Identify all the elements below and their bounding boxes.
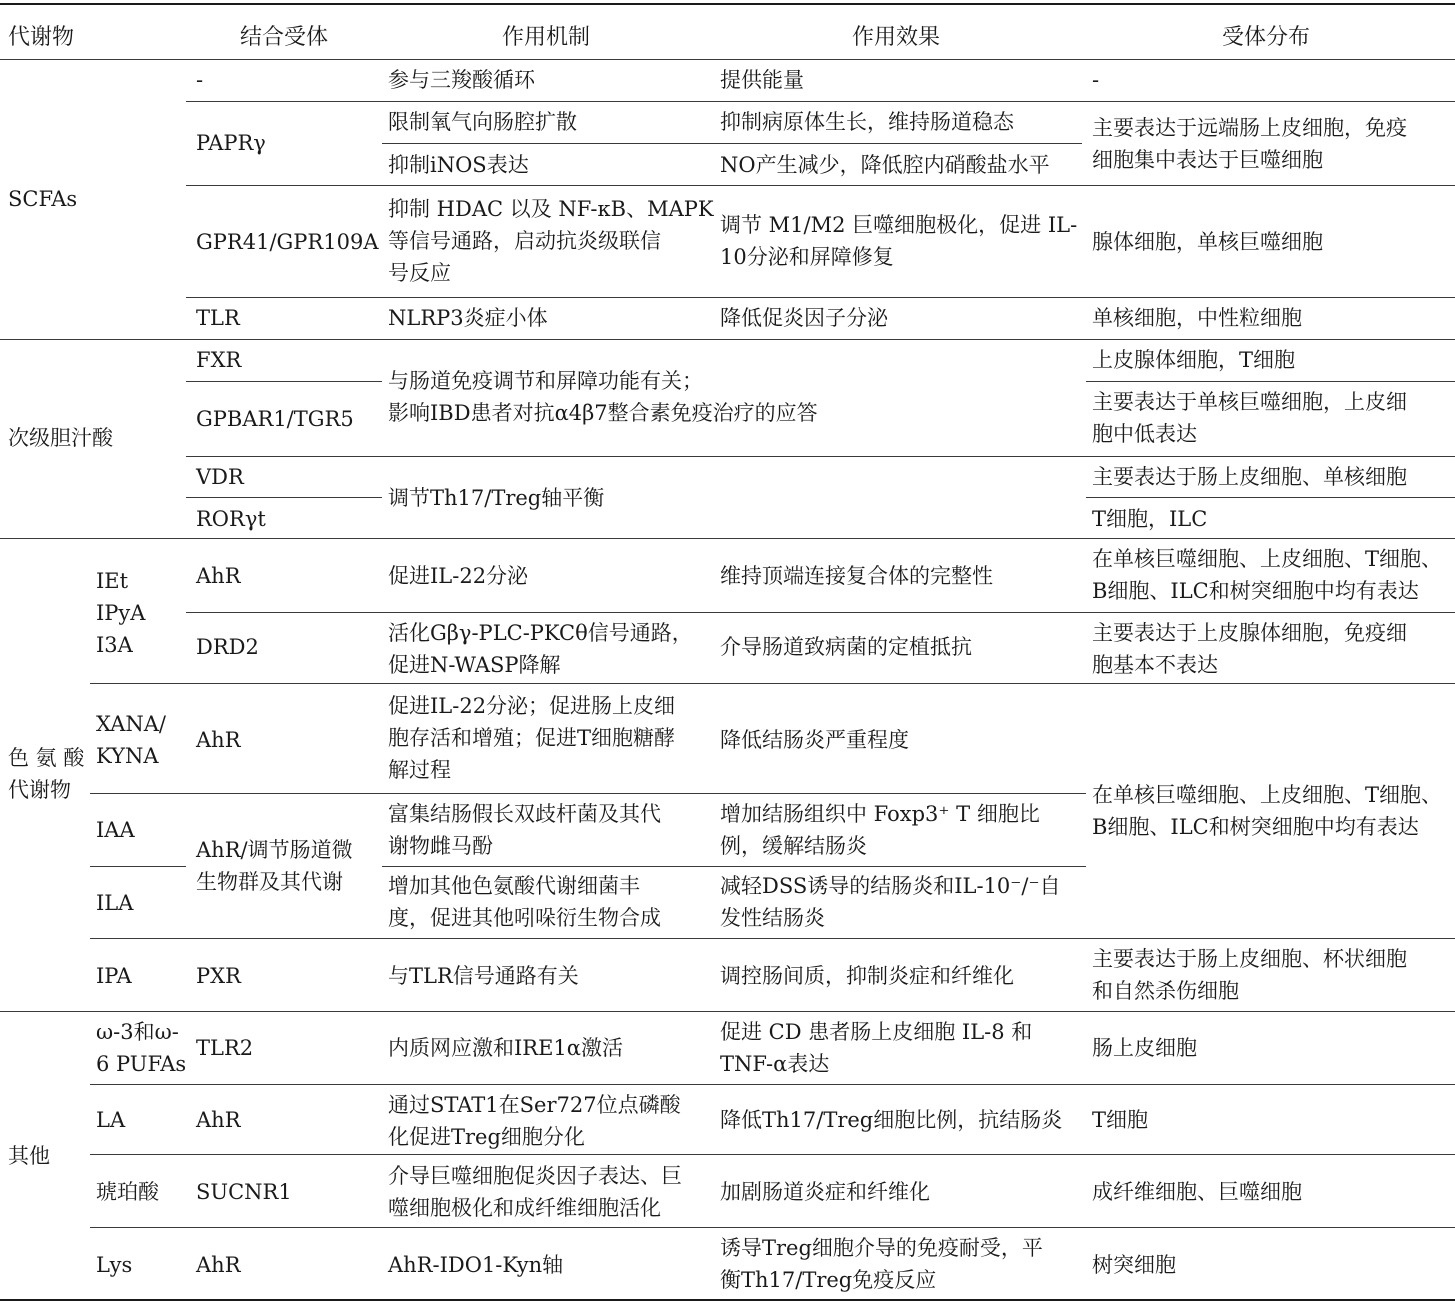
receptor-cell: DRD2 [196,635,259,659]
group-other: 其他 [8,1144,50,1168]
row-rule [382,866,1086,867]
receptor-cell: - [196,68,204,92]
mechanism-cell: 内质网应激和IRE1α激活 [388,1036,623,1060]
mechanism-cell: 促进IL-22分泌；促进肠上皮细 胞存活和增殖；促进T细胞糖酵 解过程 [388,694,676,782]
sub-metabolite: IAA [96,818,135,842]
receptor-cell: PXR [196,964,241,988]
header-metabolite: 代谢物 [8,25,75,50]
group-rule [0,1011,1455,1012]
mechanism-cell: 参与三羧酸循环 [388,68,535,92]
sub-metabolite: IEt IPyA I3A [96,569,146,657]
receptor-cell: GPR41/GPR109A [196,230,379,254]
header-distribution: 受体分布 [1222,25,1311,50]
distribution-cell: 上皮腺体细胞，T细胞 [1092,348,1296,372]
receptor-cell: TLR [196,306,240,330]
header-rule [0,59,1455,60]
row-rule [186,456,1455,457]
top-rule [0,3,1455,5]
distribution-cell: 主要表达于单核巨噬细胞，上皮细 胞中低表达 [1092,390,1407,446]
mechanism-cell: 促进IL-22分泌 [388,564,529,588]
row-rule [90,1154,1455,1155]
receptor-cell: RORγt [196,507,266,531]
header-effect: 作用效果 [852,25,941,50]
distribution-cell: 在单核巨噬细胞、上皮细胞、T细胞、 B细胞、ILC和树突细胞中均有表达 [1092,783,1443,839]
receptor-cell: SUCNR1 [196,1180,292,1204]
distribution-cell: 肠上皮细胞 [1092,1036,1197,1060]
mechanism-cell: 调节Th17/Treg轴平衡 [388,486,605,510]
row-rule [382,143,1082,144]
effect-cell: 促进 CD 患者肠上皮细胞 IL-8 和 TNF-α表达 [720,1020,1033,1076]
bottom-rule [0,1299,1455,1301]
group-rule [0,538,1455,539]
row-rule [186,612,1455,613]
receptor-cell: AhR [196,1253,241,1277]
row-rule [1086,381,1455,382]
group-tryptophan: 色 氨 酸 代谢物 [8,746,85,802]
mechanism-cell: 限制氧气向肠腔扩散 [388,110,577,134]
sub-metabolite: 琥珀酸 [96,1180,159,1204]
distribution-cell: 单核细胞，中性粒细胞 [1092,306,1302,330]
effect-cell: 诱导Treg细胞介导的免疫耐受，平 衡Th17/Treg免疫反应 [720,1236,1043,1292]
distribution-cell: 树突细胞 [1092,1253,1176,1277]
effect-cell: NO产生减少，降低腔内硝酸盐水平 [720,153,1050,177]
receptor-cell: AhR [196,728,241,752]
receptor-cell: TLR2 [196,1036,254,1060]
sub-metabolite: ω-3和ω- 6 PUFAs [96,1020,187,1076]
effect-cell: 提供能量 [720,68,804,92]
mechanism-cell: 通过STAT1在Ser727位点磷酸 化促进Treg细胞分化 [388,1093,681,1149]
effect-cell: 加剧肠道炎症和纤维化 [720,1180,930,1204]
distribution-cell: T细胞，ILC [1092,507,1208,531]
mechanism-cell: NLRP3炎症小体 [388,306,548,330]
effect-cell: 降低结肠炎严重程度 [720,728,909,752]
row-rule [90,1227,1455,1228]
row-rule [1086,497,1455,498]
row-rule [90,793,1086,794]
distribution-cell: - [1092,68,1100,92]
header-receptor: 结合受体 [240,25,329,50]
mechanism-cell: 与TLR信号通路有关 [388,964,579,988]
mechanism-cell: 富集结肠假长双歧杆菌及其代 谢物雌马酚 [388,802,661,858]
group-scfas: SCFAs [8,187,78,211]
receptor-cell: AhR [196,564,241,588]
effect-cell: 抑制病原体生长，维持肠道稳态 [720,110,1014,134]
row-rule [186,297,1455,298]
header-mechanism: 作用机制 [502,25,591,50]
row-rule [90,1084,1455,1085]
row-rule [90,683,1455,684]
distribution-cell: 主要表达于肠上皮细胞、杯状细胞 和自然杀伤细胞 [1092,947,1407,1003]
effect-cell: 减轻DSS诱导的结肠炎和IL-10⁻/⁻自 发性结肠炎 [720,874,1061,930]
group-rule [0,339,1455,340]
receptor-cell: GPBAR1/TGR5 [196,407,354,431]
effect-cell: 调节 M1/M2 巨噬细胞极化，促进 IL- 10分泌和屏障修复 [720,213,1078,269]
mechanism-cell: AhR-IDO1-Kyn轴 [388,1253,564,1277]
effect-cell: 降低Th17/Treg细胞比例，抗结肠炎 [720,1108,1063,1132]
row-rule [186,185,1455,186]
distribution-cell: 主要表达于远端肠上皮细胞，免疫 细胞集中表达于巨噬细胞 [1092,116,1407,172]
row-rule [186,497,382,498]
mechanism-cell: 与肠道免疫调节和屏障功能有关； 影响IBD患者对抗α4β7整合素免疫治疗的应答 [388,369,818,425]
effect-cell: 增加结肠组织中 Foxp3⁺ T 细胞比 例，缓解结肠炎 [720,802,1040,858]
row-rule [186,381,382,382]
mechanism-cell: 活化Gβγ-PLC-PKCθ信号通路， 促进N-WASP降解 [388,621,693,677]
distribution-cell: 成纤维细胞、巨噬细胞 [1092,1180,1302,1204]
effect-cell: 维持顶端连接复合体的完整性 [720,564,993,588]
sub-metabolite: IPA [96,964,132,988]
distribution-cell: 主要表达于上皮腺体细胞，免疫细 胞基本不表达 [1092,621,1407,677]
row-rule [90,938,1455,939]
row-rule [90,866,186,867]
receptor-cell: PAPRγ [196,131,266,155]
mechanism-cell: 增加其他色氨酸代谢细菌丰 度，促进其他吲哚衍生物合成 [388,874,661,930]
distribution-cell: 主要表达于肠上皮细胞、单核细胞 [1092,465,1407,489]
receptor-cell: AhR/调节肠道微 生物群及其代谢 [196,838,353,894]
distribution-cell: 在单核巨噬细胞、上皮细胞、T细胞、 B细胞、ILC和树突细胞中均有表达 [1092,547,1443,603]
row-rule [186,101,1455,102]
sub-metabolite: ILA [96,891,134,915]
receptor-cell: VDR [196,465,244,489]
effect-cell: 介导肠道致病菌的定植抵抗 [720,635,972,659]
mechanism-cell: 抑制iNOS表达 [388,153,529,177]
effect-cell: 降低促炎因子分泌 [720,306,888,330]
mechanism-cell: 介导巨噬细胞促炎因子表达、巨 噬细胞极化和成纤维细胞活化 [388,1164,682,1220]
receptor-cell: FXR [196,348,242,372]
effect-cell: 调控肠间质，抑制炎症和纤维化 [720,964,1014,988]
group-bile-acids: 次级胆汁酸 [8,426,113,450]
distribution-cell: T细胞 [1092,1108,1149,1132]
mechanism-cell: 抑制 HDAC 以及 NF-κB、MAPK 等信号通路，启动抗炎级联信 号反应 [388,197,714,285]
distribution-cell: 腺体细胞，单核巨噬细胞 [1092,230,1323,254]
sub-metabolite: XANA/ KYNA [96,712,166,768]
sub-metabolite: LA [96,1108,126,1132]
receptor-cell: AhR [196,1108,241,1132]
sub-metabolite: Lys [96,1253,133,1277]
